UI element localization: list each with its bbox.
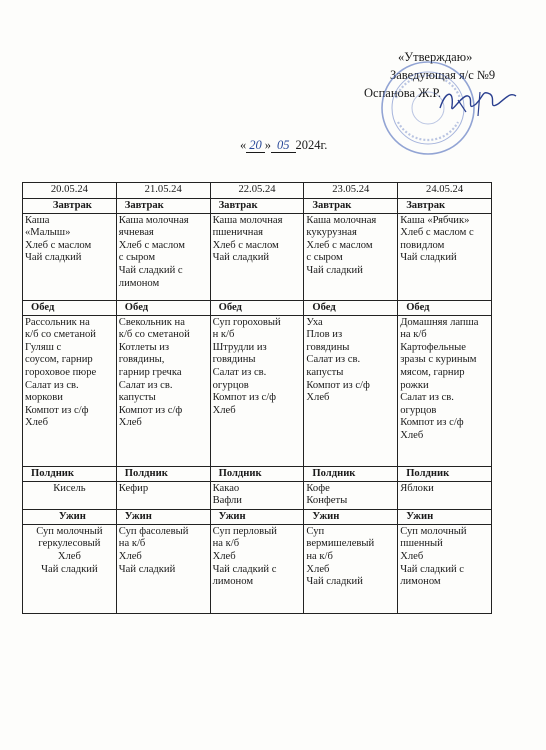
- menu-cell: Суп гороховый н к/б Штрудли из говядины Салат из св. огурцов Компот из с/ф Хлеб: [210, 315, 304, 466]
- meal-label: Ужин: [210, 509, 304, 524]
- meal-label: Обед: [304, 300, 398, 315]
- lunch-row: [23, 315, 492, 466]
- head-name: Оспанова Ж.Р.: [364, 86, 442, 100]
- meal-label: Завтрак: [398, 198, 492, 213]
- menu-cell: Суп перловый на к/б Хлеб Чай сладкий с лимоном: [210, 524, 304, 613]
- meal-label: Завтрак: [304, 198, 398, 213]
- menu-cell: Кефир: [116, 481, 210, 509]
- meal-label: Ужин: [23, 509, 117, 524]
- date-month: 05: [271, 138, 296, 153]
- meal-label: Завтрак: [116, 198, 210, 213]
- menu-cell: Суп молочный геркулесовый Хлеб Чай сладкий: [23, 524, 117, 613]
- dinner-row: [23, 524, 492, 613]
- menu-cell: Какао Вафли: [210, 481, 304, 509]
- meal-label: Полдник: [210, 466, 304, 481]
- snack-row: [23, 481, 492, 509]
- date-header-cell: 24.05.24: [398, 183, 492, 199]
- meal-label: Завтрак: [210, 198, 304, 213]
- date-header-cell: 20.05.24: [23, 183, 117, 199]
- meal-label-row-snack: [23, 466, 492, 481]
- meal-label: Ужин: [398, 509, 492, 524]
- menu-cell: Каша «Малыш» Хлеб с маслом Чай сладкий: [23, 213, 117, 300]
- meal-label: Ужин: [304, 509, 398, 524]
- menu-cell: Каша молочная ячневая Хлеб с маслом с сыром Чай сладкий с лимоном: [116, 213, 210, 300]
- approve-heading: «Утверждаю»: [398, 50, 473, 64]
- meal-label-row-breakfast: [23, 198, 492, 213]
- menu-cell: Рассольник на к/б со сметаной Гуляш с соусом, гарнир гороховое пюре Салат из св. моркови Компот из с/ф Хлеб: [23, 315, 117, 466]
- breakfast-row: [23, 213, 492, 300]
- menu-cell: Уха Плов из говядины Салат из св. капусты Компот из с/ф Хлеб: [304, 315, 398, 466]
- menu-cell: Суп вермишелевый на к/б Хлеб Чай сладкий: [304, 524, 398, 613]
- meal-label: Обед: [398, 300, 492, 315]
- meal-label-row-dinner: [23, 509, 492, 524]
- meal-label: Полдник: [304, 466, 398, 481]
- menu-cell: Свекольник на к/б со сметаной Котлеты из говядины, гарнир гречка Салат из св. капусты Компот из с/ф Хлеб: [116, 315, 210, 466]
- menu-cell: Суп молочный пшенный Хлеб Чай сладкий с лимоном: [398, 524, 492, 613]
- date-header-row: [23, 183, 492, 199]
- meal-label: Полдник: [23, 466, 117, 481]
- menu-cell: Домашняя лапша на к/б Картофельные зразы с куриным мясом, гарнир рожки Салат из св. огурцов Компот из с/ф Хлеб: [398, 315, 492, 466]
- meal-label-row-lunch: [23, 300, 492, 315]
- meal-label: Обед: [23, 300, 117, 315]
- date-header-cell: 21.05.24: [116, 183, 210, 199]
- meal-label: Обед: [116, 300, 210, 315]
- meal-label: Обед: [210, 300, 304, 315]
- date-year: 2024г.: [295, 138, 328, 152]
- meal-label: Полдник: [398, 466, 492, 481]
- menu-cell: Яблоки: [398, 481, 492, 509]
- date-header-cell: 22.05.24: [210, 183, 304, 199]
- signature-icon: [436, 86, 520, 120]
- meal-label: Ужин: [116, 509, 210, 524]
- menu-cell: Каша молочная пшеничная Хлеб с маслом Чай сладкий: [210, 213, 304, 300]
- menu-cell: Кисель: [23, 481, 117, 509]
- menu-cell: Кофе Конфеты: [304, 481, 398, 509]
- date-open-quote: «: [240, 138, 247, 152]
- menu-table: [22, 182, 492, 614]
- menu-cell: Каша молочная кукурузная Хлеб с маслом с сыром Чай сладкий: [304, 213, 398, 300]
- approval-date: [240, 138, 327, 153]
- date-header-cell: 23.05.24: [304, 183, 398, 199]
- date-close-quote: »: [264, 138, 271, 152]
- date-day: 20: [246, 138, 265, 153]
- meal-label: Полдник: [116, 466, 210, 481]
- position-line: Заведующая я/с №9: [390, 68, 496, 82]
- menu-cell: Каша «Рябчик» Хлеб с маслом с повидлом Чай сладкий: [398, 213, 492, 300]
- menu-cell: Суп фасолевый на к/б Хлеб Чай сладкий: [116, 524, 210, 613]
- meal-label: Завтрак: [23, 198, 117, 213]
